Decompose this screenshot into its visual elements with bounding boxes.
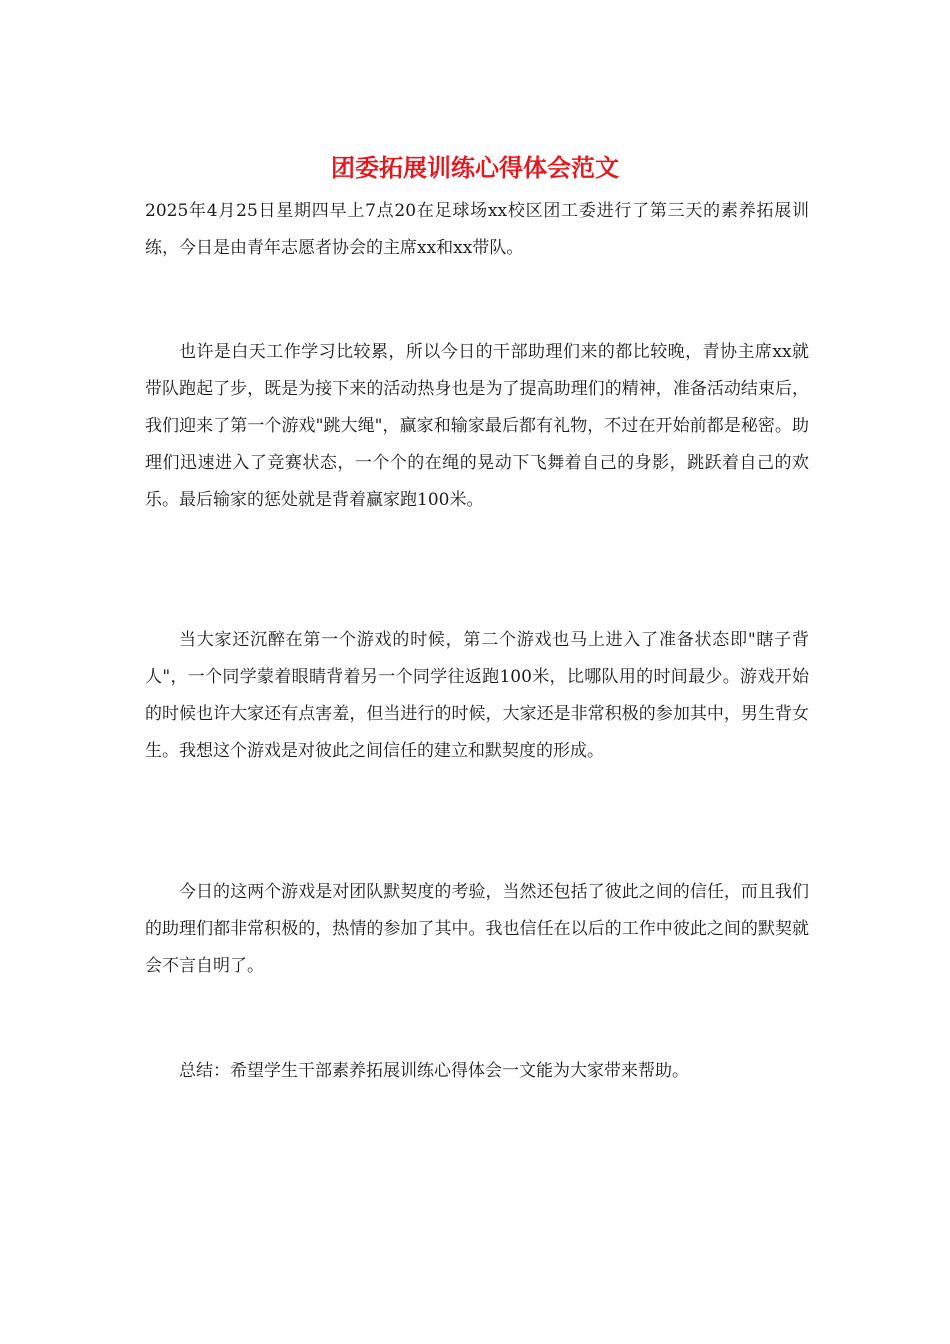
document-title: 团委拓展训练心得体会范文 <box>331 153 619 182</box>
paragraph-summary: 总结：希望学生干部素养拓展训练心得体会一文能为大家带来帮助。 <box>179 1061 689 1081</box>
paragraph-second-game: 当大家还沉醉在第一个游戏的时候，第二个游戏也马上进入了准备状态即"瞎子背人"，一个同学蒙着眼睛背着另一个同学往返跑100米，比哪队用的时间最少。游戏开始的时候也许大家还有点害羞，但当进行的时候，大家还是非常积极的参加其中，男生背女生。我想这个游戏是对彼此之间信任的建立和默契度的形成。 <box>145 630 809 761</box>
paragraph-reflection: 今日的这两个游戏是对团队默契度的考验，当然还包括了彼此之间的信任，而且我们的助理们都非常积极的，热情的参加了其中。我也信任在以后的工作中彼此之间的默契就会不言自明了。 <box>145 882 809 976</box>
paragraph-first-game: 也许是白天工作学习比较累，所以今日的干部助理们来的都比较晚，青协主席xx就带队跑起了步，既是为接下来的活动热身也是为了提高助理们的精神，准备活动结束后，我们迎来了第一个游戏"跳大绳"，赢家和输家最后都有礼物，不过在开始前都是秘密。助理们迅速进入了竞赛状态，一个个的在绳的晃动下飞舞着自己的身影，跳跃着自己的欢乐。最后输家的惩处就是背着赢家跑100米。 <box>145 342 809 510</box>
paragraph-intro: 2025年4月25日星期四早上7点20在足球场xx校区团工委进行了第三天的素养拓展训练，今日是由青年志愿者协会的主席xx和xx带队。 <box>145 201 809 258</box>
